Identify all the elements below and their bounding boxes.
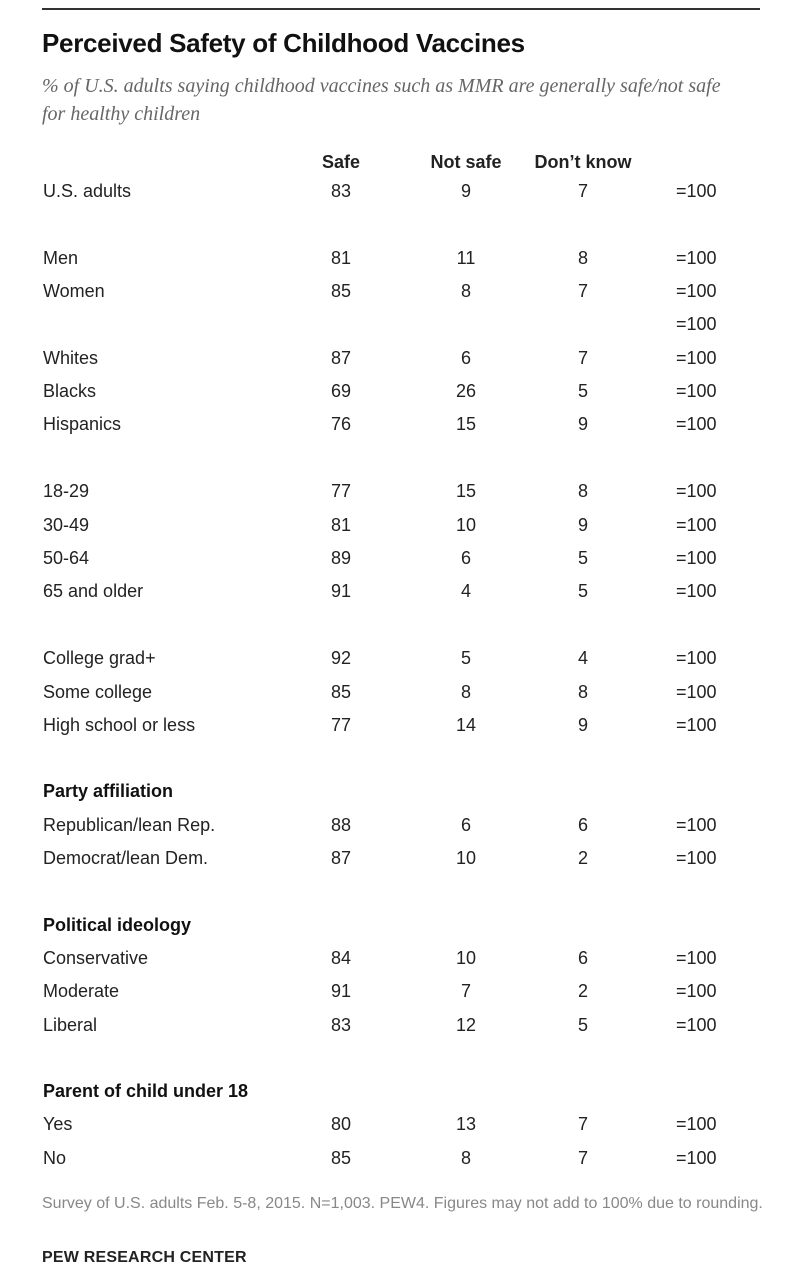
cell-dont-know: 6 (577, 948, 589, 968)
cell-not-safe: 8 (460, 281, 472, 301)
table-row (0, 715, 809, 743)
cell-safe: 88 (330, 815, 352, 835)
cell-not-safe: 26 (455, 381, 477, 401)
cell-dont-know: 4 (577, 648, 589, 668)
table-row (0, 948, 809, 976)
cell-dont-know: 7 (577, 181, 589, 201)
cell-safe: 77 (330, 481, 352, 501)
cell-total: =100 (676, 648, 717, 668)
cell-safe: 91 (330, 981, 352, 1001)
cell-total: =100 (676, 1148, 717, 1168)
column-header-safe: Safe (321, 152, 361, 172)
cell-dont-know: 7 (577, 1148, 589, 1168)
cell-dont-know: 5 (577, 381, 589, 401)
cell-dont-know: 9 (577, 715, 589, 735)
table-row (0, 981, 809, 1009)
cell-not-safe: 10 (455, 948, 477, 968)
cell-not-safe: 8 (460, 1148, 472, 1168)
cell-not-safe: 10 (455, 515, 477, 535)
row-label: No (43, 1148, 67, 1168)
cell-dont-know: 9 (577, 414, 589, 434)
cell-safe: 81 (330, 515, 352, 535)
row-label: High school or less (43, 715, 196, 735)
row-label: Democrat/lean Dem. (43, 848, 209, 868)
table-row (0, 648, 809, 676)
row-label: Hispanics (43, 414, 122, 434)
cell-total: =100 (676, 948, 717, 968)
cell-total: =100 (676, 348, 717, 368)
cell-dont-know: 2 (577, 981, 589, 1001)
cell-total: =100 (676, 181, 717, 201)
cell-dont-know: 8 (577, 481, 589, 501)
cell-dont-know: 6 (577, 815, 589, 835)
cell-safe: 81 (330, 248, 352, 268)
table-row (0, 1114, 809, 1142)
cell-total: =100 (676, 715, 717, 735)
cell-safe: 83 (330, 181, 352, 201)
cell-not-safe: 6 (460, 348, 472, 368)
cell-not-safe: 4 (460, 581, 472, 601)
cell-total: =100 (676, 515, 717, 535)
cell-total: =100 (676, 381, 717, 401)
cell-not-safe: 11 (456, 248, 476, 268)
cell-dont-know: 5 (577, 581, 589, 601)
cell-safe: 85 (330, 281, 352, 301)
cell-total: =100 (676, 815, 717, 835)
group-heading-label: Party affiliation (43, 781, 174, 801)
row-label: Moderate (43, 981, 120, 1001)
row-label: 18-29 (43, 481, 90, 501)
table-row (0, 248, 809, 276)
table-row (0, 281, 809, 309)
group-heading (0, 915, 809, 943)
row-label: College grad+ (43, 648, 156, 668)
cell-not-safe: 12 (455, 1015, 477, 1035)
cell-safe: 85 (330, 1148, 352, 1168)
chart-subtitle: % of U.S. adults saying childhood vaccines such as MMR are generally safe/not safe for healthy children (42, 75, 721, 125)
row-label: Liberal (43, 1015, 98, 1035)
row-label: Women (43, 281, 105, 301)
table-row (0, 848, 809, 876)
row-label: 50-64 (43, 548, 90, 568)
row-label: U.S. adults (43, 181, 132, 201)
cell-dont-know: 5 (577, 1015, 589, 1035)
cell-not-safe: 15 (455, 414, 477, 434)
column-header-dont-know: Don’t know (534, 152, 632, 172)
cell-total: =100 (676, 981, 717, 1001)
row-label: 65 and older (43, 581, 144, 601)
cell-dont-know: 7 (577, 348, 589, 368)
cell-not-safe: 6 (460, 815, 472, 835)
cell-total: =100 (676, 1114, 717, 1134)
chart-title: Perceived Safety of Childhood Vaccines (42, 28, 525, 58)
table-row (0, 481, 809, 509)
cell-not-safe: 13 (455, 1114, 477, 1134)
table-row (0, 314, 809, 342)
cell-total: =100 (676, 548, 717, 568)
cell-total: =100 (676, 414, 717, 434)
cell-safe: 80 (330, 1114, 352, 1134)
cell-safe: 84 (330, 948, 352, 968)
cell-safe: 89 (330, 548, 352, 568)
column-header-not-safe: Not safe (430, 152, 502, 172)
cell-total: =100 (676, 281, 717, 301)
cell-not-safe: 9 (460, 181, 472, 201)
row-label: Whites (43, 348, 99, 368)
table-row (0, 348, 809, 376)
table-row (0, 1015, 809, 1043)
cell-not-safe: 8 (460, 682, 472, 702)
cell-not-safe: 15 (455, 481, 477, 501)
cell-total: =100 (676, 314, 717, 334)
cell-not-safe: 5 (460, 648, 472, 668)
cell-total: =100 (676, 581, 717, 601)
group-heading-label: Parent of child under 18 (43, 1081, 249, 1101)
cell-safe: 87 (330, 348, 352, 368)
cell-dont-know: 5 (577, 548, 589, 568)
table-row (0, 682, 809, 710)
row-label: Men (43, 248, 79, 268)
source-label: PEW RESEARCH CENTER (42, 1249, 247, 1266)
row-label: Blacks (43, 381, 97, 401)
row-label: Yes (43, 1114, 73, 1134)
cell-not-safe: 10 (455, 848, 477, 868)
table-row (0, 181, 809, 209)
row-label: Conservative (43, 948, 149, 968)
cell-total: =100 (676, 1015, 717, 1035)
cell-safe: 69 (330, 381, 352, 401)
cell-not-safe: 6 (460, 548, 472, 568)
table-row (0, 1148, 809, 1176)
row-label: Some college (43, 682, 153, 702)
cell-safe: 87 (330, 848, 352, 868)
cell-total: =100 (676, 848, 717, 868)
cell-dont-know: 7 (577, 1114, 589, 1134)
table-row (0, 815, 809, 843)
cell-total: =100 (676, 481, 717, 501)
table-row (0, 414, 809, 442)
cell-safe: 91 (330, 581, 352, 601)
group-heading (0, 1081, 809, 1109)
cell-safe: 85 (330, 682, 352, 702)
cell-dont-know: 9 (577, 515, 589, 535)
group-heading (0, 781, 809, 809)
row-label: Republican/lean Rep. (43, 815, 216, 835)
cell-dont-know: 8 (577, 248, 589, 268)
cell-dont-know: 7 (577, 281, 589, 301)
cell-total: =100 (676, 682, 717, 702)
cell-dont-know: 8 (577, 682, 589, 702)
cell-dont-know: 2 (577, 848, 589, 868)
cell-total: =100 (676, 248, 717, 268)
cell-safe: 77 (330, 715, 352, 735)
cell-not-safe: 7 (460, 981, 472, 1001)
cell-safe: 92 (330, 648, 352, 668)
cell-safe: 83 (330, 1015, 352, 1035)
survey-note: Survey of U.S. adults Feb. 5-8, 2015. N=1,003. PEW4. Figures may not add to 100% due to rounding. (42, 1195, 763, 1212)
cell-safe: 76 (330, 414, 352, 434)
table-row (0, 381, 809, 409)
row-label: 30-49 (43, 515, 90, 535)
cell-not-safe: 14 (455, 715, 477, 735)
table-row (0, 515, 809, 543)
table-row (0, 581, 809, 609)
table-row (0, 548, 809, 576)
group-heading-label: Political ideology (43, 915, 192, 935)
